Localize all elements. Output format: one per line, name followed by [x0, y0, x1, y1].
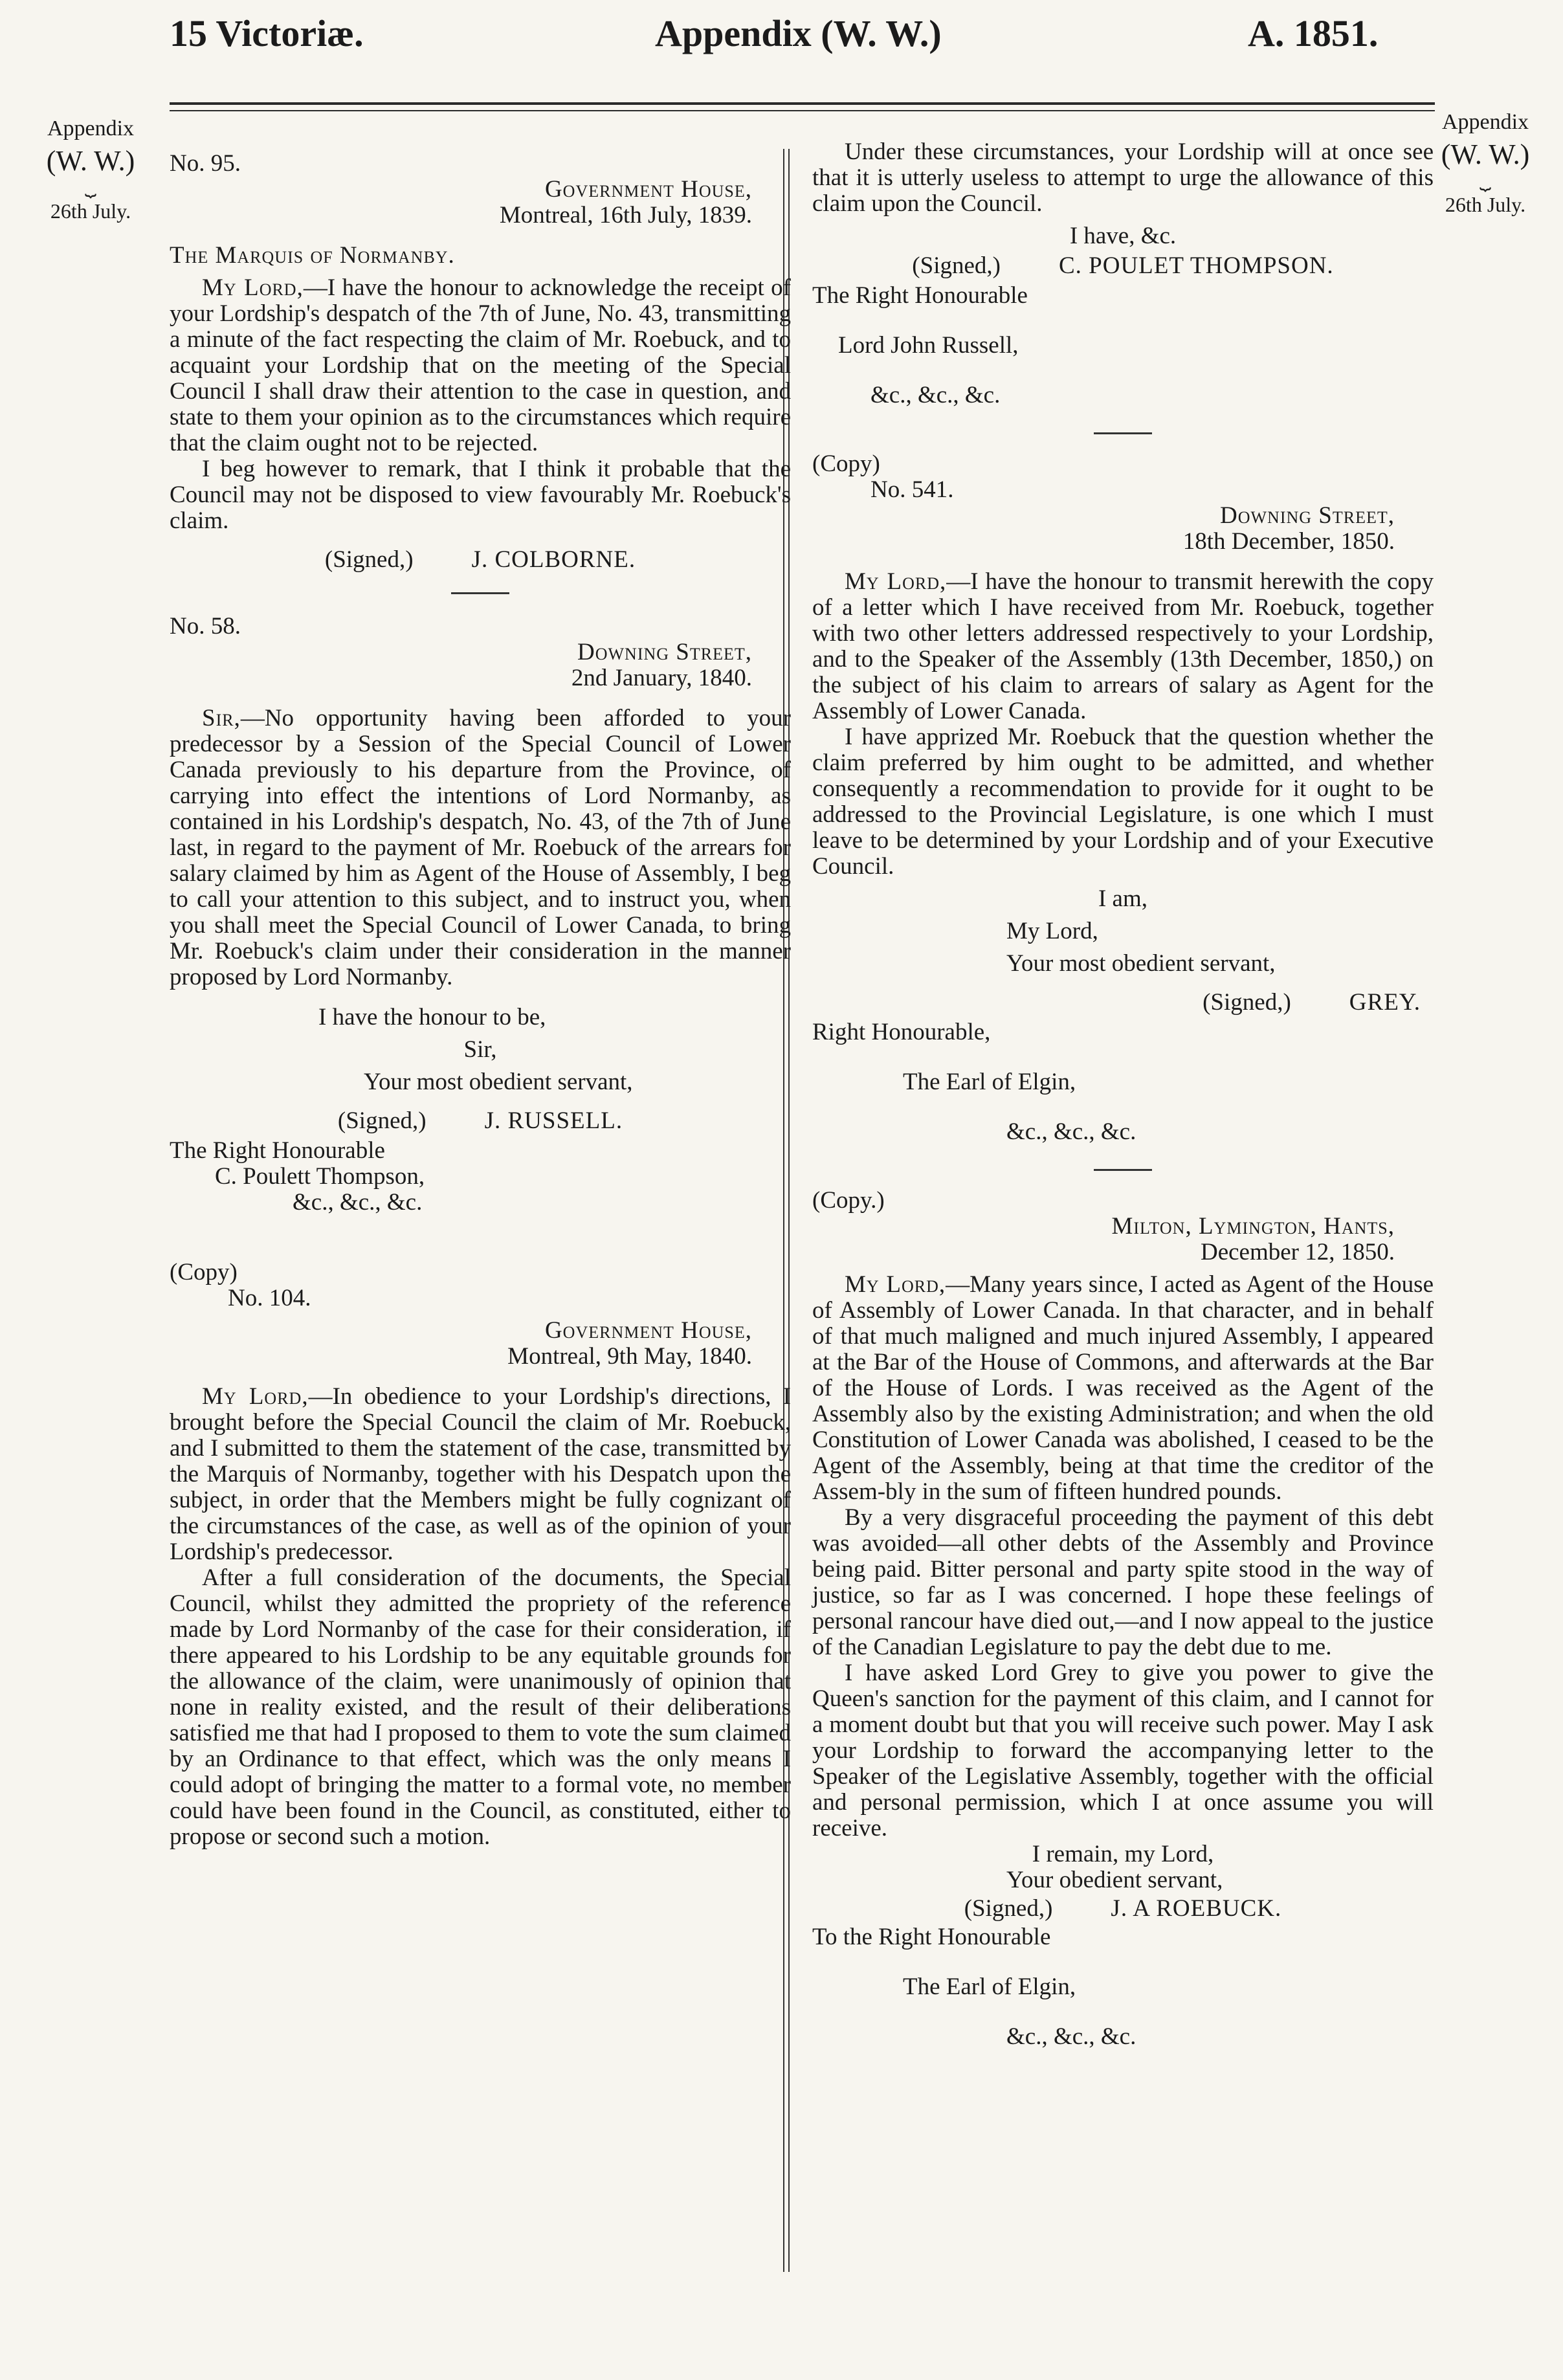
running-head-right: A. 1851.	[1248, 12, 1379, 54]
salutation: My Lord,	[202, 1383, 309, 1410]
closing-line: My Lord,	[1006, 918, 1098, 944]
recipient-line: &c., &c., &c.	[1006, 2023, 1136, 2050]
closing-line: Sir,	[463, 1036, 497, 1063]
letter-date: 18th December, 1850.	[1182, 528, 1395, 555]
letter-no-58	[170, 614, 791, 1216]
closing-line: Your most obedient servant,	[364, 1069, 633, 1095]
recipient-line: The Earl of Elgin,	[903, 1974, 1076, 2000]
letter-no-95	[170, 151, 791, 573]
copy-label: (Copy)	[812, 450, 880, 477]
letter-date: Montreal, 9th May, 1840.	[507, 1343, 752, 1370]
section-divider	[1094, 432, 1152, 434]
brace-icon: ⏟	[1480, 168, 1491, 190]
letter-continuation	[812, 139, 1434, 408]
margin-ww-label: (W. W.)	[46, 144, 135, 177]
letter-date: December 12, 1850.	[1200, 1239, 1395, 1265]
page-header	[0, 0, 1563, 104]
letter-date: 2nd January, 1840.	[571, 665, 752, 691]
letter-addressee: The Marquis of Normanby.	[170, 242, 455, 269]
paragraph-text: —I have the honour to transmit herewith the copy of a letter which I have received from Mr. Roebuck, together with two other letters addressed respectively to your Lordship, and to the Speaker of the Assembly (13th December, 1850,) on the subject of his claim to arrears of salary as Agent for the Assembly of Lower Canada.	[812, 568, 1434, 724]
signed-label: (Signed,)	[964, 1895, 1053, 1922]
letter-milton	[812, 1188, 1434, 2050]
signature-line	[812, 253, 1434, 279]
closing-line: I am,	[1098, 885, 1148, 912]
signed-label: (Signed,)	[337, 1107, 427, 1134]
paragraph-text: —No opportunity having been afforded to your predecessor by a Session of the Special Council of Lower Canada previously to his departure from the Province, of carrying into effect the intentions of Lord Normanby, as contained in his Lordship's despatch, No. 43, of the 7th of June last, in regard to the payment of Mr. Roebuck of the arrears for salary claimed by him as Agent of the House of Assembly, I beg to call your attention to this subject, and to instruct you, when you shall meet the Special Council of Lower Canada, to bring Mr. Roebuck's claim under their consideration in the manner proposed by Lord Normanby.	[170, 705, 791, 990]
closing-line: I remain, my Lord,	[1032, 1841, 1214, 1867]
salutation: My Lord,	[845, 568, 947, 595]
letter-paragraph: I have apprized Mr. Roebuck that the question whether the claim preferred by him ought to be admitted, and whether consequently a recommendation to provide for it ought to be addressed to the Provincial Legislature, is one which I must leave to be determined by your Lordship and of your Executive Council.	[812, 724, 1434, 880]
recipient-line: &c., &c., &c.	[1006, 1118, 1136, 1145]
signer-name: J. A ROEBUCK.	[1111, 1895, 1282, 1922]
signer-name: J. COLBORNE.	[471, 546, 636, 573]
letter-paragraph	[170, 706, 791, 990]
letter-paragraph: I beg however to remark, that I think it probable that the Council may not be disposed to view favourably Mr. Roebuck's claim.	[170, 456, 791, 534]
closing-line: I have the honour to be,	[318, 1004, 546, 1030]
letter-place: Downing Street,	[1220, 502, 1395, 529]
recipient-line: The Right Honourable	[812, 282, 1028, 309]
signed-label: (Signed,)	[912, 252, 1001, 279]
letter-paragraph: I have asked Lord Grey to give you power to give the Queen's sanction for the payment of this claim, and I cannot for a moment doubt but that you will receive such power. May I ask your Lordship to forward the accompanying letter to the Speaker of the Legislative Assembly, together with the official and personal permission, which I at once assume you will receive.	[812, 1660, 1434, 1841]
section-divider	[1094, 1169, 1152, 1171]
letter-no-541	[812, 451, 1434, 1145]
letter-place: Government House,	[544, 1317, 752, 1344]
signature-line	[812, 990, 1434, 1016]
header-rule	[170, 102, 1435, 105]
closing-line: Your obedient servant,	[1006, 1867, 1223, 1893]
recipient-line: &c., &c., &c.	[293, 1189, 423, 1216]
closing-line: Your most obedient servant,	[1006, 950, 1276, 977]
letter-number: No. 95.	[170, 150, 241, 177]
letter-paragraph	[812, 569, 1434, 724]
copy-label: (Copy.)	[812, 1187, 885, 1214]
letter-number: No. 58.	[170, 613, 241, 639]
signature-line	[170, 547, 791, 573]
signer-name: GREY.	[1349, 989, 1421, 1016]
letter-paragraph: Under these circumstances, your Lordship will at once see that it is utterly useless to attempt to urge the allowance of this claim upon the Council.	[812, 139, 1434, 217]
letter-paragraph	[170, 275, 791, 456]
recipient-line: C. Poulett Thompson,	[215, 1163, 425, 1190]
signature-line	[812, 1896, 1434, 1922]
margin-date-label: 26th July.	[50, 199, 131, 223]
brace-icon: ⏟	[85, 175, 96, 197]
signer-name: J. RUSSELL.	[484, 1107, 623, 1134]
margin-note-right	[1427, 109, 1544, 217]
recipient-line: The Right Honourable	[170, 1137, 385, 1164]
paragraph-text: —In obedience to your Lordship's directions, I brought before the Special Council the claim of Mr. Roebuck, and I submitted to them the statement of the case, transmitted by the Marquis of Normanby, together with his Despatch upon the subject, in order that the Members might be fully cognizant of the circumstances of the case, as well as of the opinion of your Lordship's predecessor.	[170, 1383, 791, 1565]
salutation: Sir,	[202, 705, 241, 731]
letter-place: Government House,	[544, 176, 752, 203]
signature-line	[170, 1108, 791, 1134]
margin-note-left	[32, 115, 149, 224]
margin-appendix-label: Appendix	[1441, 110, 1529, 134]
header-rule-thin	[170, 110, 1435, 111]
salutation: My Lord,	[845, 1271, 946, 1298]
recipient-line: To the Right Honourable	[812, 1924, 1051, 1950]
letter-place: Downing Street,	[577, 639, 752, 665]
paragraph-text: —I have the honour to acknowledge the receipt of your Lordship's despatch of the 7th of June, No. 43, transmitting a minute of the fact respecting the claim of Mr. Roebuck, and to acquaint your Lordship that on the meeting of the Special Council I shall draw their attention to the case in question, and state to them your opinion as to the circumstances which require that the claim ought not to be rejected.	[170, 274, 791, 456]
margin-date-label: 26th July.	[1445, 192, 1526, 216]
letter-number: No. 104.	[228, 1285, 311, 1311]
paragraph-text: —Many years since, I acted as Agent of the House of Assembly of Lower Canada. In that character, and in behalf of that much maligned and much injured Assembly, I appeared at the Bar of the House of Commons, and afterwards at the Bar of the House of Lords. I was received as the Agent of the Assembly also by the existing Administration; and when the old Constitution of Lower Canada was abolished, I ceased to be the Agent of the Assembly, being at that time the creditor of the Assem-bly in the sum of fifteen hundred pounds.	[812, 1271, 1434, 1505]
signer-name: C. POULET THOMPSON.	[1058, 252, 1334, 279]
recipient-line: Right Honourable,	[812, 1019, 991, 1045]
signed-label: (Signed,)	[324, 546, 414, 573]
section-divider	[451, 592, 509, 594]
recipient-line: Lord John Russell,	[838, 332, 1019, 359]
letter-number: No. 541.	[870, 476, 954, 503]
salutation: My Lord,	[202, 274, 304, 301]
letter-paragraph: After a full consideration of the documents, the Special Council, whilst they admitted the propriety of the reference made by Lord Normanby of the case for their consideration, if there appeared to his Lordship to be any equitable grounds for the allowance of the claim, were unanimously of opinion that none in reality existed, and the result of their deliberations satisfied me that had I proposed to them to vote the sum claimed by an Ordinance to that effect, which was the only means I could adopt of bringing the matter to a formal vote, no member could have been found in the Council, as constituted, either to propose or second such a motion.	[170, 1564, 791, 1850]
margin-appendix-label: Appendix	[47, 117, 135, 140]
recipient-line: &c., &c., &c.	[870, 382, 1001, 408]
running-head-left: 15 Victoriæ.	[170, 12, 364, 54]
letter-place: Milton, Lymington, Hants,	[1111, 1213, 1395, 1240]
running-head-center: Appendix (W. W.)	[655, 12, 942, 54]
letter-paragraph	[170, 1384, 791, 1565]
letter-paragraph	[812, 1272, 1434, 1505]
letter-no-104	[170, 1260, 791, 1850]
copy-label: (Copy)	[170, 1259, 238, 1285]
letter-date: Montreal, 16th July, 1839.	[499, 202, 752, 228]
signed-label: (Signed,)	[1203, 989, 1291, 1016]
letter-paragraph: By a very disgraceful proceeding the payment of this debt was avoided—all other debts of the Assembly and Province being paid. Bitter personal and party spite stood in the way of justice, so far as I was concerned. I hope these feelings of personal rancour have died out,—and I now appeal to the justice of the Canadian Legislature to pay the debt due to me.	[812, 1504, 1434, 1660]
recipient-line: The Earl of Elgin,	[903, 1069, 1076, 1095]
left-column	[170, 146, 791, 1850]
closing-line: I have, &c.	[1069, 223, 1177, 249]
right-column	[812, 139, 1434, 2074]
margin-ww-label: (W. W.)	[1441, 138, 1530, 170]
